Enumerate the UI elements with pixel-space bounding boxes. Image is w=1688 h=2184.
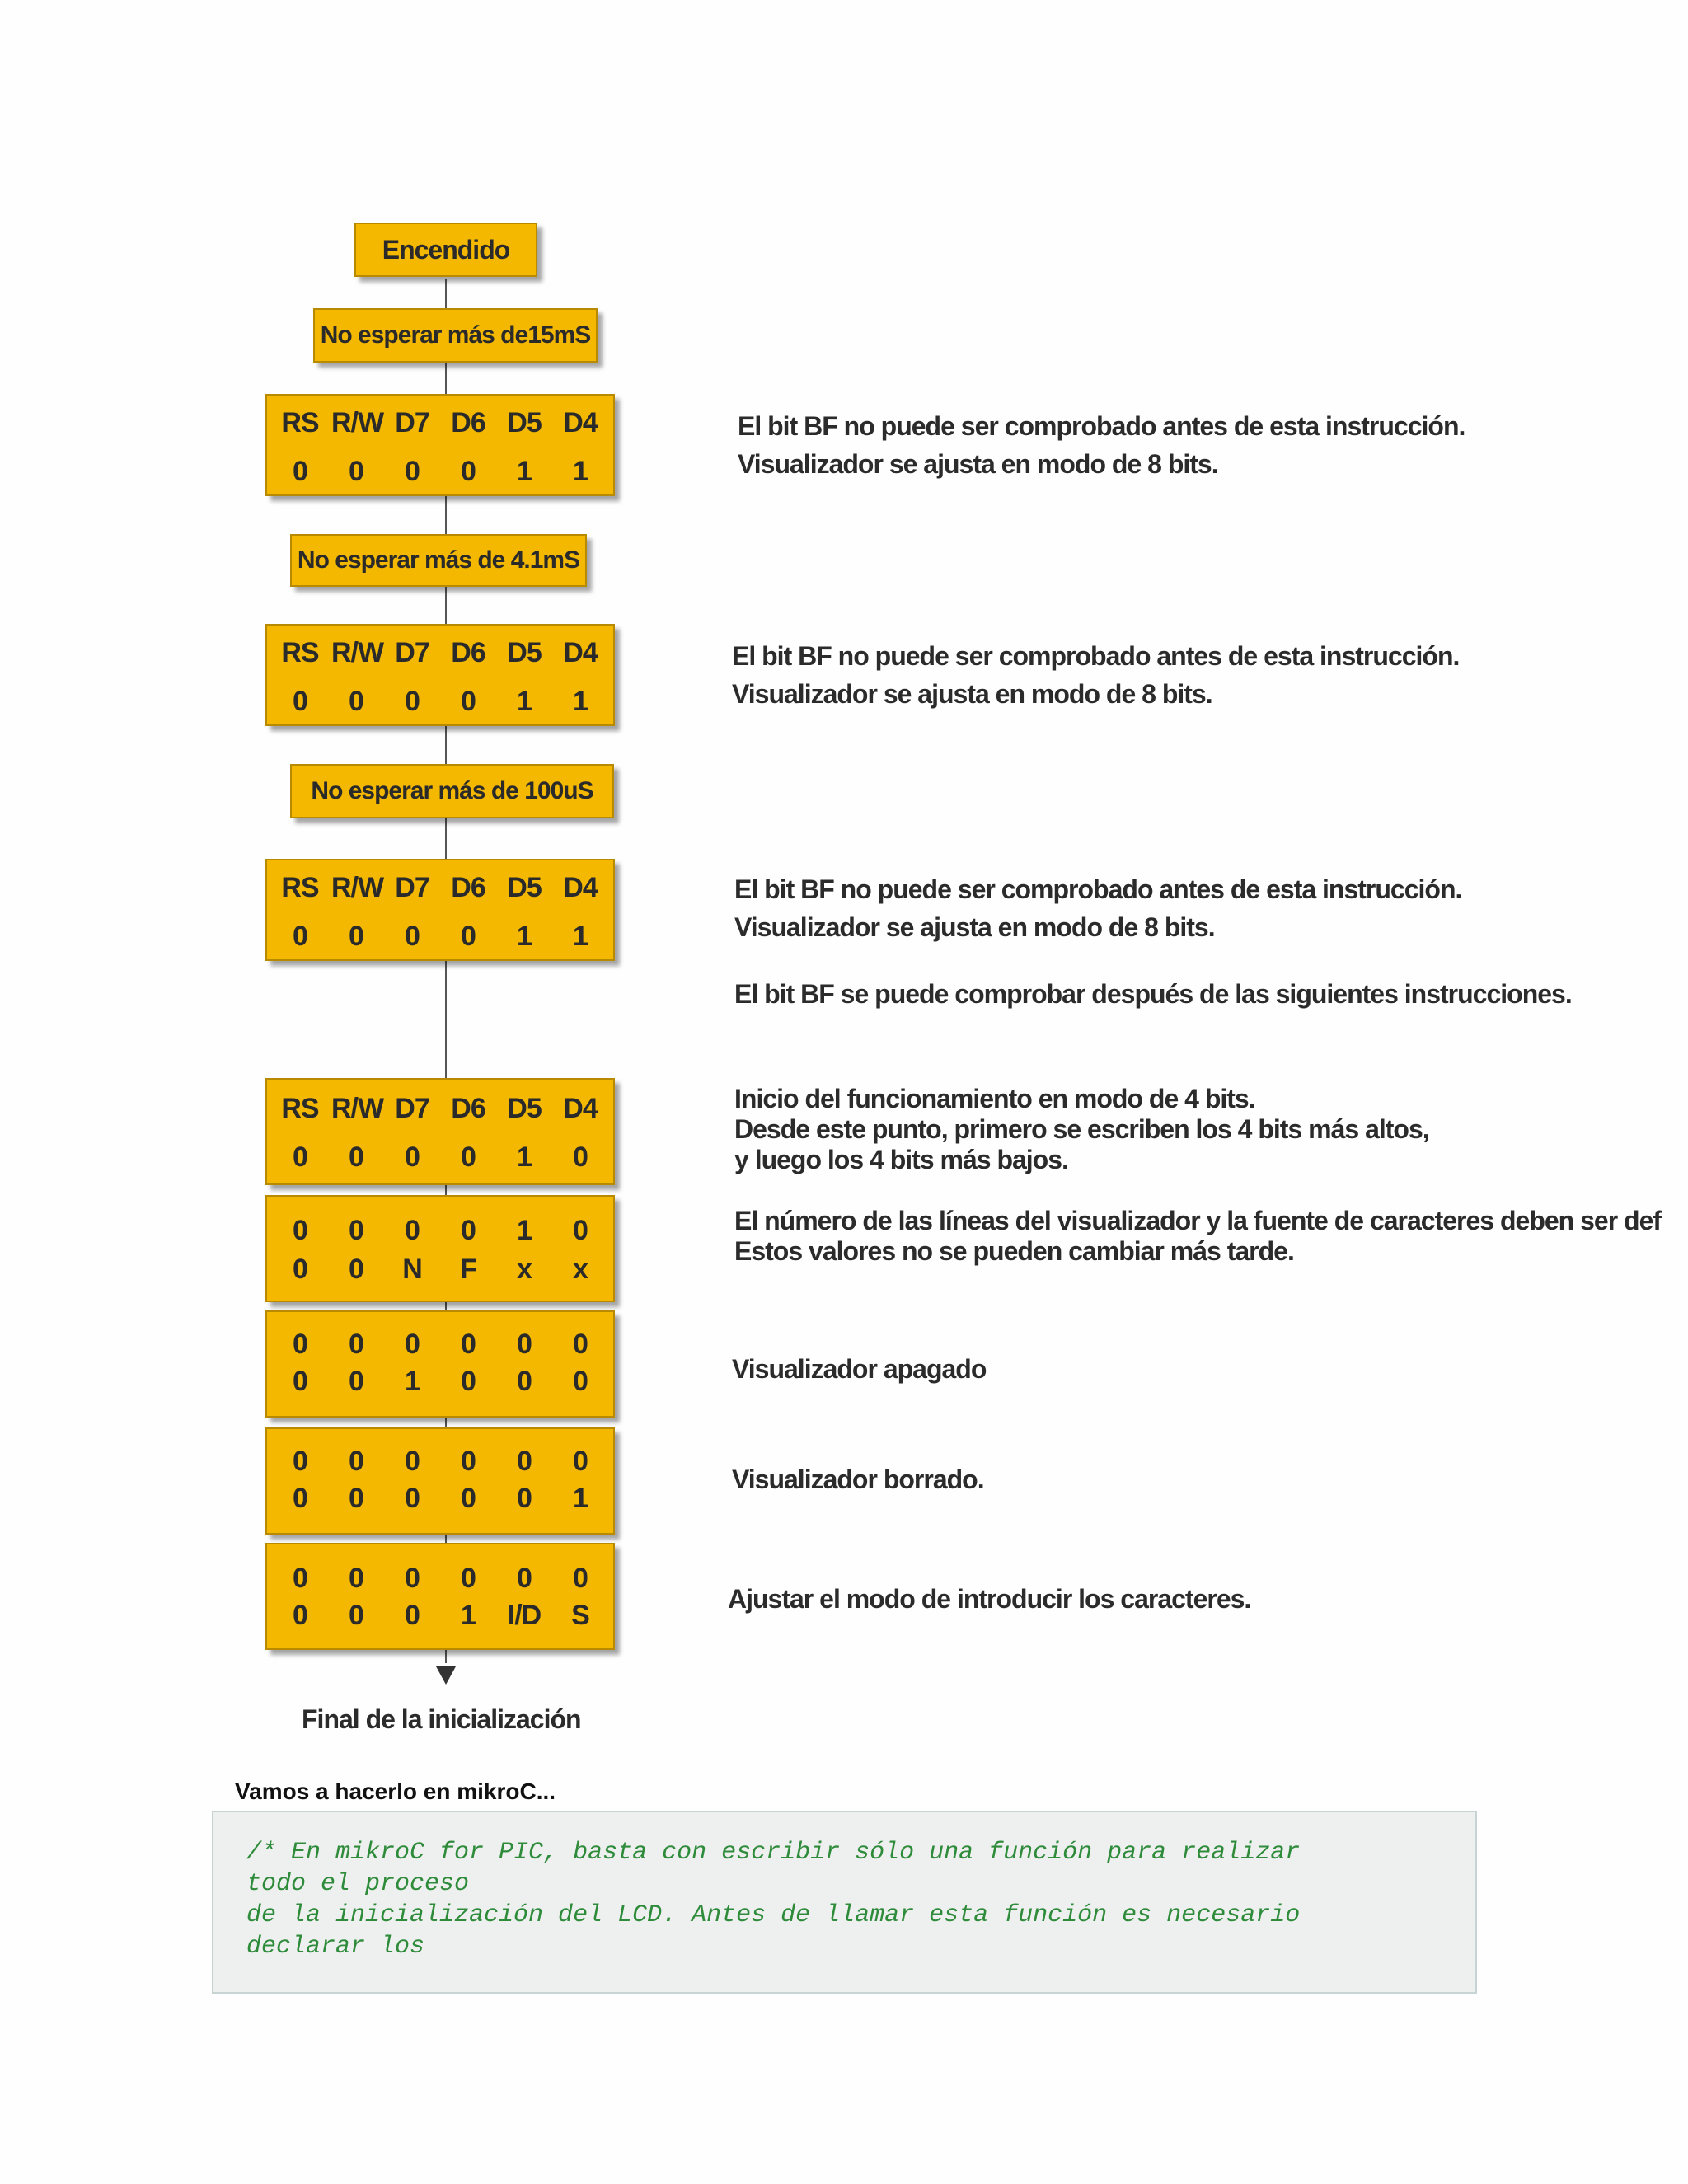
description-line: Visualizador se ajusta en modo de 8 bits. (734, 912, 1215, 942)
bit-value: 1 (517, 456, 532, 487)
col-header: D6 (451, 1093, 485, 1124)
code-line: /* En mikroC for PIC, basta con escribir sólo una función para realizar (246, 1839, 1301, 1867)
bit-value: 1 (405, 1366, 420, 1397)
flow-wait-box (290, 534, 587, 587)
bit-value: 1 (517, 921, 532, 952)
bit-value: 0 (405, 456, 420, 487)
col-header: D4 (563, 637, 598, 668)
col-header: D6 (451, 407, 485, 438)
step-description (732, 637, 1459, 713)
bit-value: 0 (293, 1600, 307, 1631)
col-header: R/W (331, 1093, 384, 1124)
col-header: D4 (563, 1093, 598, 1124)
description-line: Estos valores no se pueden cambiar más tarde. (734, 1236, 1294, 1266)
flow-step-box (265, 1427, 615, 1535)
flow-wait-label: No esperar más de 4.1mS (297, 546, 580, 574)
col-header: D4 (563, 872, 598, 903)
col-header: RS (281, 872, 319, 903)
register-bit-row (272, 456, 608, 488)
col-header: R/W (331, 872, 384, 903)
bit-value: 0 (349, 1254, 363, 1285)
step-description (732, 1460, 984, 1498)
description-line: Visualizador apagado (732, 1354, 987, 1384)
bit-value: 1 (461, 1600, 476, 1631)
description-line: El bit BF se puede comprobar después de las siguientes instrucciones. (734, 979, 1572, 1009)
bit-value: S (571, 1600, 589, 1631)
bit-value: 0 (461, 456, 476, 487)
bit-value: 0 (349, 1446, 363, 1477)
bit-value: 1 (573, 686, 588, 717)
bit-value: 0 (293, 1141, 307, 1173)
col-header: D7 (395, 407, 429, 438)
bit-value: 0 (573, 1563, 588, 1594)
bit-value: 1 (517, 1215, 532, 1246)
bit-value: 0 (405, 1600, 420, 1631)
code-block (212, 1811, 1477, 1994)
bit-value: 0 (573, 1446, 588, 1477)
bit-value: 0 (573, 1366, 588, 1397)
bit-value: 0 (573, 1329, 588, 1360)
bit-value: 0 (405, 686, 420, 717)
bit-value: N (402, 1254, 422, 1285)
section-heading: Vamos a hacerlo en mikroC... (235, 1779, 556, 1804)
bit-value: 0 (349, 686, 363, 717)
register-bit-row (272, 686, 608, 718)
flow-step-box (265, 1310, 615, 1418)
bit-value: x (573, 1254, 588, 1285)
col-header: RS (281, 637, 319, 668)
register-header-row (272, 407, 608, 439)
description-line: Ajustar el modo de introducir los caracteres. (728, 1584, 1251, 1614)
step-description (738, 407, 1465, 483)
bit-value: 0 (405, 1329, 420, 1360)
col-header: D7 (395, 637, 429, 668)
bit-value: 0 (461, 921, 476, 952)
bit-value: 0 (293, 921, 307, 952)
bit-value: 0 (405, 921, 420, 952)
bit-value: 1 (517, 686, 532, 717)
bit-value: 0 (461, 1483, 476, 1514)
description-line: El bit BF no puede ser comprobado antes de esta instrucción. (738, 411, 1465, 441)
flow-step-box (265, 1078, 615, 1185)
register-bit-row (272, 921, 608, 953)
bit-value: 0 (461, 1141, 476, 1173)
bit-value: 0 (349, 1563, 363, 1594)
bit-value: F (460, 1254, 476, 1285)
flow-step-box (265, 394, 615, 496)
bit-value: 0 (293, 1366, 307, 1397)
bit-value: 0 (349, 1600, 363, 1631)
col-header: D5 (507, 637, 542, 668)
bit-value: x (517, 1254, 532, 1285)
bit-value: 0 (293, 1483, 307, 1514)
register-bit-row (272, 1600, 608, 1632)
bit-value: 0 (349, 1483, 363, 1514)
bit-value: 0 (461, 1215, 476, 1246)
description-line: Inicio del funcionamiento en modo de 4 bits. (734, 1084, 1255, 1113)
bit-value: 0 (405, 1483, 420, 1514)
bit-value: 0 (405, 1563, 420, 1594)
col-header: D6 (451, 637, 485, 668)
step-description (734, 975, 1572, 1013)
bit-value: 0 (405, 1141, 420, 1173)
bit-value: 1 (573, 921, 588, 952)
description-line: Visualizador se ajusta en modo de 8 bits. (738, 449, 1218, 479)
bit-value: 0 (293, 1329, 307, 1360)
description-line: El número de las líneas del visualizador y la fuente de caracteres deben ser def (734, 1206, 1662, 1235)
bit-value: 0 (293, 1446, 307, 1477)
flow-wait-box (290, 764, 614, 818)
register-header-row (272, 637, 608, 669)
bit-value: 0 (461, 1366, 476, 1397)
bit-value: 1 (573, 456, 588, 487)
code-line: declarar los (246, 1933, 425, 1961)
bit-value: 0 (293, 456, 307, 487)
bit-value: 0 (573, 1141, 588, 1173)
bit-value: 0 (349, 456, 363, 487)
bit-value: 0 (517, 1446, 532, 1477)
code-line: de la inicialización del LCD. Antes de llamar esta función es necesario (246, 1901, 1301, 1929)
down-arrow-icon (436, 1666, 456, 1685)
step-description (734, 1084, 1429, 1175)
bit-value: 0 (517, 1483, 532, 1514)
register-bit-row (272, 1446, 608, 1478)
bit-value: 0 (405, 1215, 420, 1246)
col-header: D7 (395, 872, 429, 903)
bit-value: I/D (507, 1600, 542, 1631)
flow-step-box (265, 1195, 615, 1302)
bit-value: 0 (349, 1141, 363, 1173)
col-header: RS (281, 1093, 319, 1124)
description-line: El bit BF no puede ser comprobado antes de esta instrucción. (732, 641, 1460, 671)
register-bit-row (272, 1254, 608, 1286)
register-bit-row (272, 1141, 608, 1174)
step-description (734, 1206, 1661, 1267)
col-header: D4 (563, 407, 598, 438)
col-header: D7 (395, 1093, 429, 1124)
bit-value: 0 (461, 686, 476, 717)
flow-wait-label: No esperar más de15mS (320, 321, 591, 349)
flow-start-label: Encendido (382, 234, 510, 265)
register-bit-row (272, 1366, 608, 1398)
bit-value: 0 (461, 1329, 476, 1360)
col-header: D5 (507, 872, 542, 903)
description-line: Visualizador borrado. (732, 1465, 984, 1494)
flow-wait-box (313, 308, 598, 363)
register-header-row (272, 872, 608, 904)
bit-value: 0 (293, 1563, 307, 1594)
step-description (728, 1580, 1250, 1618)
code-line: todo el proceso (246, 1870, 470, 1898)
step-description (732, 1350, 986, 1388)
col-header: D5 (507, 407, 542, 438)
bit-value: 0 (517, 1563, 532, 1594)
flow-step-box (265, 859, 615, 961)
bit-value: 0 (349, 1215, 363, 1246)
flow-end-label: Final de la inicialización (302, 1704, 581, 1734)
col-header: D5 (507, 1093, 542, 1124)
bit-value: 0 (517, 1329, 532, 1360)
register-bit-row (272, 1329, 608, 1361)
description-line: El bit BF no puede ser comprobado antes de esta instrucción. (734, 874, 1462, 904)
bit-value: 0 (573, 1215, 588, 1246)
bit-value: 0 (349, 921, 363, 952)
flow-start-box (354, 223, 537, 277)
bit-value: 0 (349, 1329, 363, 1360)
col-header: R/W (331, 637, 384, 668)
flow-wait-label: No esperar más de 100uS (311, 777, 593, 804)
bit-value: 0 (293, 1215, 307, 1246)
col-header: R/W (331, 407, 384, 438)
flow-step-box (265, 624, 615, 726)
description-line: Visualizador se ajusta en modo de 8 bits. (732, 679, 1212, 709)
bit-value: 0 (293, 686, 307, 717)
bit-value: 0 (517, 1366, 532, 1397)
description-line: y luego los 4 bits más bajos. (734, 1145, 1068, 1174)
flow-step-box (265, 1543, 615, 1650)
step-description (734, 870, 1461, 946)
register-header-row (272, 1093, 608, 1125)
register-bit-row (272, 1563, 608, 1595)
bit-value: 0 (461, 1446, 476, 1477)
description-line: Desde este punto, primero se escriben los 4 bits más altos, (734, 1114, 1429, 1144)
register-bit-row (272, 1483, 608, 1515)
bit-value: 1 (517, 1141, 532, 1173)
bit-value: 0 (349, 1366, 363, 1397)
col-header: D6 (451, 872, 485, 903)
col-header: RS (281, 407, 319, 438)
bit-value: 0 (293, 1254, 307, 1285)
bit-value: 1 (573, 1483, 588, 1514)
register-bit-row (272, 1215, 608, 1247)
bit-value: 0 (461, 1563, 476, 1594)
bit-value: 0 (405, 1446, 420, 1477)
